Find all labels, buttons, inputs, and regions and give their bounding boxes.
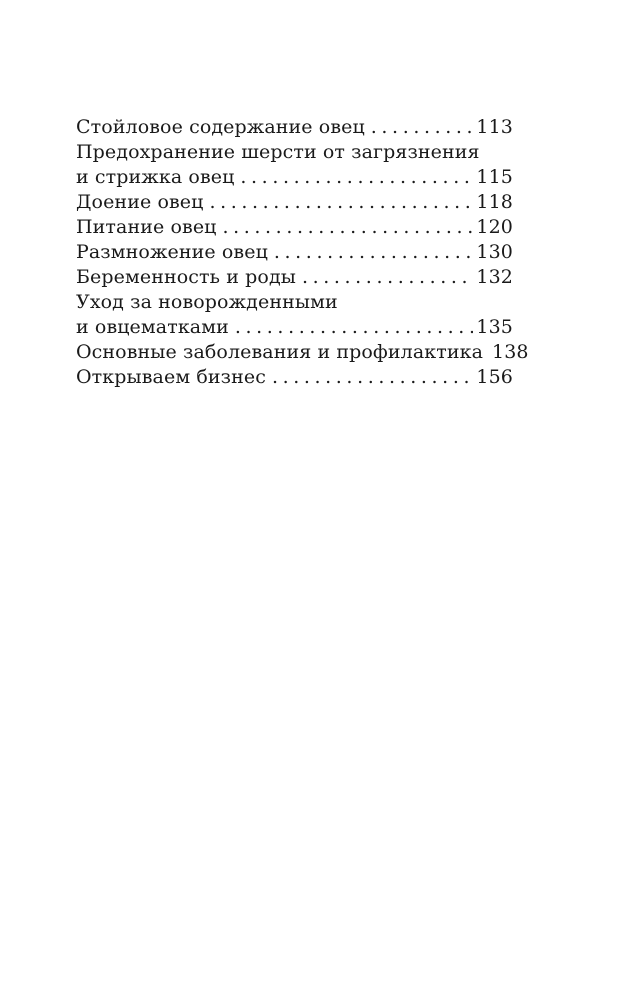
toc-entry-diseases-prevention bbox=[76, 340, 529, 365]
toc-page-number: 113 bbox=[476, 116, 513, 138]
toc-entry-line bbox=[76, 140, 513, 165]
toc-entry-title: Уход за новорожденными bbox=[76, 291, 338, 313]
toc-entry-newborn-care bbox=[76, 290, 513, 340]
toc-entry-starting-business bbox=[76, 365, 513, 390]
toc-page-number: 118 bbox=[476, 191, 513, 213]
toc-page-number: 156 bbox=[476, 366, 513, 388]
dot-leader bbox=[272, 365, 473, 390]
toc-entry-line bbox=[76, 115, 513, 140]
toc-page-number: 120 bbox=[476, 216, 513, 238]
toc-entry-title: Предохранение шерсти от загрязнения bbox=[76, 141, 480, 163]
toc-entry-line bbox=[76, 340, 529, 365]
table-of-contents bbox=[76, 115, 529, 390]
toc-entry-pregnancy-birth bbox=[76, 265, 513, 290]
toc-entry-line bbox=[76, 290, 513, 315]
toc-entry-title: Беременность и роды bbox=[76, 266, 296, 288]
toc-entry-title-continued: и стрижка овец bbox=[76, 166, 235, 188]
dot-leader bbox=[302, 265, 473, 290]
toc-entry-title: Питание овец bbox=[76, 216, 217, 238]
dot-leader bbox=[371, 115, 474, 140]
toc-entry-title: Открываем бизнес bbox=[76, 366, 266, 388]
dot-leader bbox=[235, 315, 474, 340]
toc-page-number: 130 bbox=[476, 241, 513, 263]
toc-page-number: 132 bbox=[476, 266, 513, 288]
toc-entry-line bbox=[76, 240, 513, 265]
toc-entry-wool-protection-shearing bbox=[76, 140, 513, 190]
dot-leader bbox=[240, 165, 473, 190]
toc-entry-title: Доение овец bbox=[76, 191, 204, 213]
dot-leader bbox=[274, 240, 474, 265]
toc-entry-title: Размножение овец bbox=[76, 241, 268, 263]
toc-entry-line bbox=[76, 265, 513, 290]
toc-entry-line bbox=[76, 190, 513, 215]
toc-entry-title: Стойловое содержание овец bbox=[76, 116, 365, 138]
toc-page-number: 115 bbox=[476, 166, 513, 188]
toc-entry-line bbox=[76, 365, 513, 390]
toc-entry-milking bbox=[76, 190, 513, 215]
toc-entry-line bbox=[76, 215, 513, 240]
toc-entry-line bbox=[76, 165, 513, 190]
toc-entry-line bbox=[76, 315, 513, 340]
toc-entry-stall-keeping bbox=[76, 115, 513, 140]
toc-page-number: 135 bbox=[476, 316, 513, 338]
dot-leader bbox=[209, 190, 473, 215]
toc-entry-breeding bbox=[76, 240, 513, 265]
toc-entry-title-continued: и овцематками bbox=[76, 316, 229, 338]
toc-entry-title: Основные заболевания и профилактика bbox=[76, 341, 483, 363]
dot-leader bbox=[222, 215, 473, 240]
toc-entry-feeding bbox=[76, 215, 513, 240]
toc-page-number: 138 bbox=[492, 341, 529, 363]
